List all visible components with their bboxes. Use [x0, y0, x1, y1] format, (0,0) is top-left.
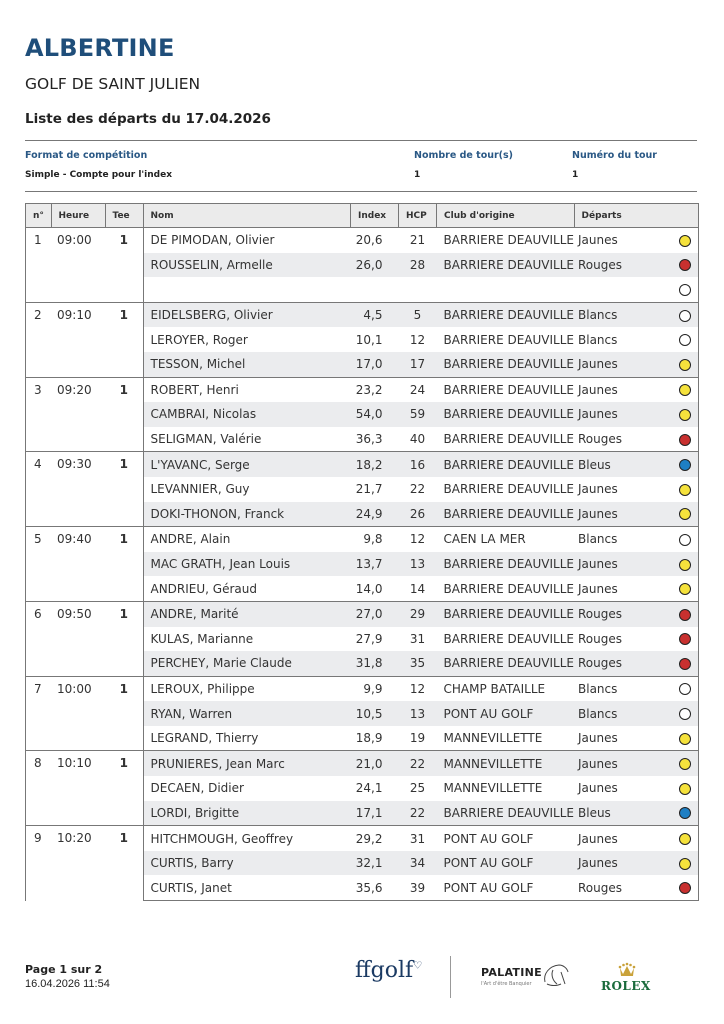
player-hcp: 25 [409, 781, 426, 796]
player-hcp: 19 [399, 726, 437, 751]
tee-marker-cell [672, 527, 699, 552]
player-club: BARRIERE DEAUVILLE [437, 302, 575, 327]
player-tee-color: Rouges [574, 651, 672, 676]
tee-color-dot-icon [679, 583, 691, 595]
group-number: 6 [26, 601, 52, 676]
start-time: 10:00 [51, 676, 105, 751]
player-tee-color: Jaunes [574, 851, 672, 876]
tee-color-dot-icon [679, 235, 691, 247]
tee-marker-cell [672, 676, 699, 701]
player-hcp: 40 [399, 427, 437, 452]
player-tee-color: Blancs [574, 676, 672, 701]
tee-color-dot-icon [679, 783, 691, 795]
tee-marker-cell [672, 352, 699, 377]
tee-marker-cell [672, 253, 699, 278]
format-value: Simple - Compte pour l'index [25, 170, 173, 180]
player-name: DOKI-THONON, Franck [143, 502, 351, 527]
tee-color-dot-icon [679, 359, 691, 371]
tee-marker-cell [672, 452, 699, 477]
player-name: LEVANNIER, Guy [150, 482, 250, 497]
player-index: 54,0 [351, 402, 399, 427]
player-name: L'YAVANC, Serge [143, 452, 351, 477]
player-name: HITCHMOUGH, Geoffrey [143, 826, 351, 851]
player-name: CURTIS, Janet [143, 875, 351, 900]
tee-color-dot-icon [679, 609, 691, 621]
table-header-row [26, 204, 699, 228]
tee-color-dot-icon [679, 384, 691, 396]
player-tee-color: Jaunes [574, 726, 672, 751]
player-tee-color: Jaunes [578, 482, 618, 497]
heart-icon: ♡ [413, 960, 423, 972]
player-index: 23,2 [351, 377, 399, 402]
tee-color-dot-icon [679, 508, 691, 520]
player-index: 9,9 [351, 676, 399, 701]
player-hcp: 22 [399, 801, 437, 826]
player-index: 10,5 [351, 701, 399, 726]
player-club: BARRIERE DEAUVILLE [437, 402, 575, 427]
player-index: 4,5 [351, 302, 399, 327]
tee-marker-cell [672, 701, 699, 726]
tee-color-dot-icon [679, 683, 691, 695]
player-tee-color: Jaunes [574, 576, 672, 601]
crown-icon [618, 962, 636, 978]
group-number: 5 [26, 527, 52, 602]
tee-marker-cell [672, 302, 699, 327]
tee-marker-cell [672, 552, 699, 577]
start-list-body [26, 228, 699, 901]
player-row [26, 676, 699, 701]
col-header-club: Club d'origine [437, 204, 575, 228]
col-header-index: Index [351, 204, 399, 228]
player-index: 17,1 [351, 801, 399, 826]
col-header-number: n° [26, 204, 52, 228]
start-tee: 1 [105, 228, 143, 303]
player-hcp: 26 [399, 502, 437, 527]
logo-divider [450, 956, 451, 998]
player-row [26, 302, 699, 327]
competition-title: ALBERTINE [25, 34, 175, 62]
col-header-tee: Tee [105, 204, 143, 228]
player-name: ANDRE, Marité [143, 601, 351, 626]
tee-color-dot-icon [679, 807, 691, 819]
tee-marker-cell [672, 576, 699, 601]
divider [25, 140, 697, 141]
tee-marker-cell [672, 477, 699, 502]
player-index: 26,0 [351, 253, 399, 278]
tee-color-dot-icon [679, 882, 691, 894]
player-tee-color: Jaunes [574, 228, 672, 253]
tee-color-dot-icon [679, 484, 691, 496]
player-tee-color: Blancs [574, 527, 672, 552]
player-hcp: 35 [399, 651, 437, 676]
player-index: 24,9 [351, 502, 399, 527]
tee-marker-cell [672, 751, 699, 776]
group-number: 1 [26, 228, 52, 303]
tee-marker-cell [672, 776, 699, 801]
col-header-hcp: HCP [399, 204, 437, 228]
player-club: MANNEVILLETTE [443, 781, 543, 796]
tee-color-dot-icon [679, 658, 691, 670]
tee-marker-cell [672, 427, 699, 452]
player-club: PONT AU GOLF [437, 851, 575, 876]
venue-name: GOLF DE SAINT JULIEN [25, 75, 201, 93]
player-tee-color: Rouges [574, 875, 672, 900]
start-tee: 1 [105, 826, 143, 901]
start-time: 09:00 [51, 228, 105, 303]
player-hcp: 12 [409, 332, 426, 347]
player-tee-color: Jaunes [574, 402, 672, 427]
tee-color-dot-icon [679, 409, 691, 421]
tee-marker-cell [672, 801, 699, 826]
rounds-label: Nombre de tour(s) [414, 150, 514, 161]
player-index [351, 277, 399, 302]
tee-marker-cell [672, 277, 699, 302]
player-index: 17,0 [351, 352, 399, 377]
tee-marker-cell [672, 601, 699, 626]
player-tee-color: Jaunes [574, 377, 672, 402]
tee-color-dot-icon [679, 334, 691, 346]
player-tee-color: Jaunes [574, 552, 672, 577]
format-label: Format de compétition [25, 150, 148, 161]
player-name: EIDELSBERG, Olivier [143, 302, 351, 327]
group-number: 9 [26, 826, 52, 901]
tee-marker-cell [672, 651, 699, 676]
ffgolf-logo-text: ffgolf [355, 958, 414, 983]
player-club: BARRIERE DEAUVILLE [437, 601, 575, 626]
start-time: 10:20 [51, 826, 105, 901]
player-name: DE PIMODAN, Olivier [143, 228, 351, 253]
player-index: 13,7 [351, 552, 399, 577]
player-name: ANDRE, Alain [143, 527, 351, 552]
player-index: 31,8 [351, 651, 399, 676]
player-index: 24,1 [355, 781, 383, 796]
player-tee-color: Jaunes [574, 352, 672, 377]
player-hcp: 22 [409, 482, 426, 497]
player-name: RYAN, Warren [143, 701, 351, 726]
player-row [26, 228, 699, 253]
divider [25, 191, 697, 192]
player-index: 21,7 [355, 482, 383, 497]
tee-marker-cell [672, 327, 699, 352]
tee-marker-cell [672, 627, 699, 652]
player-row [26, 751, 699, 776]
player-hcp: 29 [399, 601, 437, 626]
player-hcp: 28 [399, 253, 437, 278]
player-name: LORDI, Brigitte [143, 801, 351, 826]
start-list-table [25, 203, 699, 901]
tee-color-dot-icon [679, 833, 691, 845]
player-tee-color: Bleus [574, 801, 672, 826]
group-number: 2 [26, 302, 52, 377]
player-tee-color: Jaunes [574, 751, 672, 776]
player-club: BARRIERE DEAUVILLE [437, 427, 575, 452]
player-club: MANNEVILLETTE [437, 751, 575, 776]
player-index: 36,3 [351, 427, 399, 452]
player-hcp: 17 [399, 352, 437, 377]
start-tee: 1 [105, 751, 143, 826]
tee-color-dot-icon [679, 284, 691, 296]
start-time: 10:10 [51, 751, 105, 826]
player-tee-color: Rouges [578, 631, 622, 646]
player-hcp: 31 [399, 826, 437, 851]
group-number: 3 [26, 377, 52, 452]
group-number: 8 [26, 751, 52, 826]
player-club: BARRIERE DEAUVILLE [437, 502, 575, 527]
palatine-logo: PALATINE [481, 966, 542, 979]
start-tee: 1 [105, 377, 143, 452]
player-club: BARRIERE DEAUVILLE [437, 552, 575, 577]
player-hcp: 24 [399, 377, 437, 402]
rolex-logo: ROLEX [601, 979, 651, 993]
player-index: 29,2 [351, 826, 399, 851]
player-name: CAMBRAI, Nicolas [143, 402, 351, 427]
start-time: 09:10 [51, 302, 105, 377]
player-hcp: 12 [399, 676, 437, 701]
player-club: BARRIERE DEAUVILLE [443, 332, 574, 347]
player-hcp: 22 [399, 751, 437, 776]
page-number: Page 1 sur 2 [25, 963, 103, 976]
player-name: CURTIS, Barry [143, 851, 351, 876]
player-index: 27,0 [351, 601, 399, 626]
player-tee-color: Rouges [574, 601, 672, 626]
player-name: LEROYER, Roger [150, 332, 248, 347]
player-index: 9,8 [351, 527, 399, 552]
player-name: ROUSSELIN, Armelle [143, 253, 351, 278]
start-time: 09:50 [51, 601, 105, 676]
player-club: BARRIERE DEAUVILLE [437, 228, 575, 253]
player-tee-color: Blancs [574, 302, 672, 327]
tee-color-dot-icon [679, 534, 691, 546]
player-hcp: 59 [399, 402, 437, 427]
tee-color-dot-icon [679, 708, 691, 720]
player-index: 27,9 [355, 631, 383, 646]
player-club: PONT AU GOLF [437, 875, 575, 900]
player-hcp [399, 277, 437, 302]
player-club: PONT AU GOLF [437, 701, 575, 726]
player-hcp: 5 [399, 302, 437, 327]
player-tee-color: Rouges [574, 253, 672, 278]
start-tee: 1 [105, 302, 143, 377]
player-club [437, 277, 575, 302]
print-timestamp: 16.04.2026 11:54 [25, 978, 110, 990]
player-name: MAC GRATH, Jean Louis [143, 552, 351, 577]
player-club: BARRIERE DEAUVILLE [437, 801, 575, 826]
player-tee-color: Rouges [574, 427, 672, 452]
start-time: 09:40 [51, 527, 105, 602]
player-hcp: 13 [399, 701, 437, 726]
player-row [26, 826, 699, 851]
group-number: 4 [26, 452, 52, 527]
player-index: 14,0 [351, 576, 399, 601]
player-club: BARRIERE DEAUVILLE [437, 352, 575, 377]
tee-color-dot-icon [679, 758, 691, 770]
tee-marker-cell [672, 726, 699, 751]
start-time: 09:30 [51, 452, 105, 527]
player-index: 35,6 [351, 875, 399, 900]
start-tee: 1 [105, 676, 143, 751]
tee-marker-cell [672, 377, 699, 402]
player-index: 18,9 [351, 726, 399, 751]
tee-marker-cell [672, 228, 699, 253]
player-tee-color [574, 277, 672, 302]
player-club: BARRIERE DEAUVILLE [437, 576, 575, 601]
player-club: CAEN LA MER [437, 527, 575, 552]
tee-color-dot-icon [679, 434, 691, 446]
player-club: BARRIERE DEAUVILLE [443, 631, 574, 646]
col-header-time: Heure [51, 204, 105, 228]
player-club: MANNEVILLETTE [437, 726, 575, 751]
player-club: BARRIERE DEAUVILLE [437, 452, 575, 477]
player-row [26, 527, 699, 552]
player-row [26, 452, 699, 477]
player-index: 10,1 [355, 332, 383, 347]
group-number: 7 [26, 676, 52, 751]
horse-head-icon [541, 962, 571, 988]
player-tee-color: Jaunes [574, 826, 672, 851]
round-number-label: Numéro du tour [572, 150, 657, 161]
tee-color-dot-icon [679, 858, 691, 870]
player-index: 20,6 [351, 228, 399, 253]
tee-color-dot-icon [679, 459, 691, 471]
ffgolf-logo [355, 958, 422, 983]
player-club: PONT AU GOLF [437, 826, 575, 851]
player-club: BARRIERE DEAUVILLE [437, 253, 575, 278]
player-index: 32,1 [351, 851, 399, 876]
player-hcp: 31 [409, 631, 426, 646]
player-hcp: 13 [399, 552, 437, 577]
player-name: LEGRAND, Thierry [143, 726, 351, 751]
player-club: BARRIERE DEAUVILLE [443, 482, 574, 497]
player-tee-color: Blancs [578, 332, 618, 347]
player-tee-color: Jaunes [574, 502, 672, 527]
player-hcp: 21 [399, 228, 437, 253]
player-row [26, 601, 699, 626]
tee-marker-cell [672, 502, 699, 527]
player-name: ANDRIEU, Géraud [143, 576, 351, 601]
player-club: BARRIERE DEAUVILLE [437, 651, 575, 676]
start-tee: 1 [105, 452, 143, 527]
start-tee: 1 [105, 527, 143, 602]
tee-marker-cell [672, 851, 699, 876]
player-name: ROBERT, Henri [143, 377, 351, 402]
tee-color-dot-icon [679, 633, 691, 645]
player-name: DECAEN, Didier [150, 781, 244, 796]
tee-marker-cell [672, 826, 699, 851]
player-hcp: 12 [399, 527, 437, 552]
tee-color-dot-icon [679, 310, 691, 322]
player-row [26, 377, 699, 402]
tee-color-dot-icon [679, 733, 691, 745]
col-header-tees: Départs [574, 204, 699, 228]
tee-color-dot-icon [679, 559, 691, 571]
palatine-tagline: l'Art d'être Banquier [481, 981, 532, 987]
player-club: BARRIERE DEAUVILLE [437, 377, 575, 402]
player-club: CHAMP BATAILLE [437, 676, 575, 701]
player-name: KULAS, Marianne [150, 631, 254, 646]
player-name: SELIGMAN, Valérie [143, 427, 351, 452]
player-name [143, 277, 351, 302]
player-tee-color: Blancs [574, 701, 672, 726]
start-time: 09:20 [51, 377, 105, 452]
player-name: PERCHEY, Marie Claude [143, 651, 351, 676]
round-number-value: 1 [572, 170, 579, 180]
player-hcp: 16 [399, 452, 437, 477]
player-hcp: 39 [399, 875, 437, 900]
player-tee-color: Bleus [574, 452, 672, 477]
tee-color-dot-icon [679, 259, 691, 271]
player-hcp: 14 [399, 576, 437, 601]
player-name: LEROUX, Philippe [143, 676, 351, 701]
player-index: 18,2 [351, 452, 399, 477]
player-hcp: 34 [399, 851, 437, 876]
start-tee: 1 [105, 601, 143, 676]
player-name: PRUNIERES, Jean Marc [143, 751, 351, 776]
document-heading: Liste des départs du 17.04.2026 [25, 111, 271, 127]
player-tee-color: Jaunes [578, 781, 618, 796]
tee-marker-cell [672, 402, 699, 427]
rounds-value: 1 [414, 170, 421, 180]
player-name: TESSON, Michel [143, 352, 351, 377]
player-index: 21,0 [351, 751, 399, 776]
col-header-name: Nom [143, 204, 351, 228]
tee-marker-cell [672, 875, 699, 900]
